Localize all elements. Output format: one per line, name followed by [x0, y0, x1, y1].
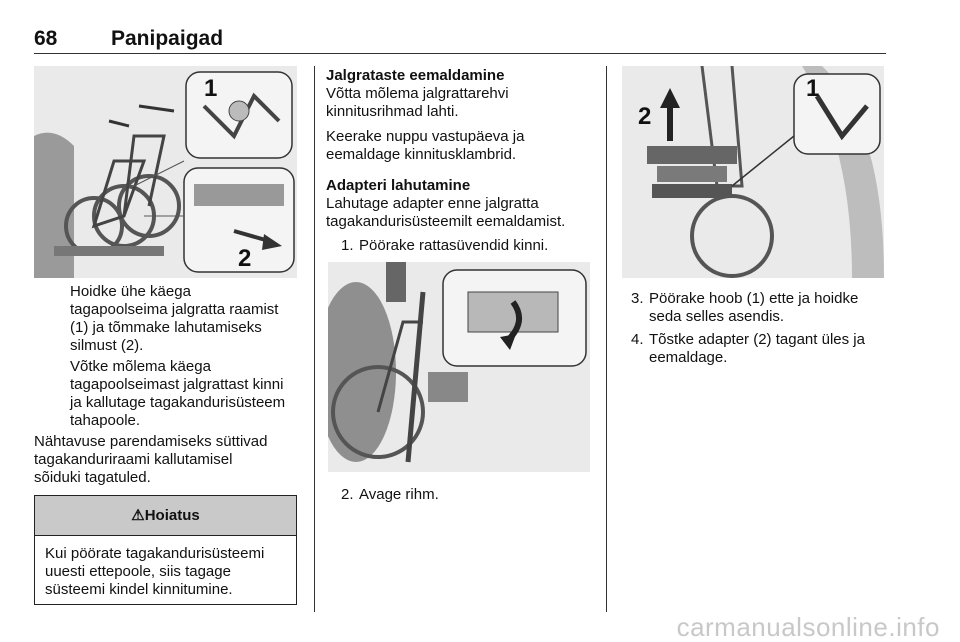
text-line: Kui pöörate tagakandurisüsteemi [45, 545, 265, 562]
text-line: Lahutage adapter enne jalgratta [326, 195, 539, 212]
text-line: eemaldage. [649, 349, 728, 366]
warning-body [45, 545, 290, 599]
page-number: 68 [34, 27, 58, 50]
para-knob [326, 128, 596, 164]
figure-label-1: 1 [806, 75, 820, 102]
note-text [34, 433, 314, 487]
figure-adapter-removal [622, 66, 884, 278]
item-text: Avage rihm. [359, 486, 439, 503]
text-line: Võtta mõlema jalgrattarehvi [326, 85, 509, 102]
item-text [649, 290, 899, 326]
text-line: tagakanduriraami kallutamisel [34, 451, 233, 468]
item-number: 2. [341, 486, 354, 503]
warning-box [34, 495, 297, 605]
text-line: ja kallutage tagakandurisüsteem [70, 394, 286, 411]
step-a-text [34, 283, 314, 355]
page-header [34, 27, 886, 55]
text-line: sõiduki tagatuled. [34, 469, 151, 486]
warning-title: Hoiatus [144, 507, 200, 524]
item-text [649, 331, 899, 367]
text-line: (1) ja tõmmake lahutamiseks [70, 319, 262, 336]
text-line: kinnitusrihmad lahti. [326, 103, 459, 120]
page-title: Panipaigad [111, 27, 224, 50]
section-heading-remove-bikes: Jalgrataste eemaldamine [326, 67, 505, 84]
column-divider-1 [314, 66, 315, 612]
list-item-2 [341, 486, 601, 504]
item-number: 3. [631, 290, 644, 307]
list-item-4 [631, 331, 901, 371]
text-line: süsteemi kindel kinnitumine. [45, 581, 233, 598]
figure-label-2: 2 [238, 245, 252, 272]
figure-label-1: 1 [204, 75, 218, 102]
para-adapter [326, 195, 606, 231]
figure-wheel-well [328, 262, 590, 472]
list-item-1 [341, 237, 601, 255]
text-line: uuesti ettepoole, siis tagage [45, 563, 231, 580]
text-line: tahapoole. [70, 412, 141, 429]
figure-bike-carrier-tilt [34, 66, 297, 278]
para-straps [326, 85, 596, 121]
list-item-3 [631, 290, 901, 330]
warning-icon: ⚠ [131, 507, 145, 524]
text-line: Pöörake hoob (1) ette ja hoidke [649, 290, 859, 307]
text-line: tagapoolseimast jalgrattast kinni [70, 376, 284, 393]
text-line: Tõstke adapter (2) tagant üles ja [649, 331, 865, 348]
text-line: tagapoolseima jalgratta raamist [70, 301, 279, 318]
item-number: 1. [341, 237, 354, 254]
text-line: tagakandurisüsteemilt eemaldamist. [326, 213, 566, 230]
text-line: eemaldage kinnitusklambrid. [326, 146, 517, 163]
item-text: Pöörake rattasüvendid kinni. [359, 237, 549, 254]
figure-label-2: 2 [638, 103, 652, 130]
column-divider-2 [606, 66, 607, 612]
text-line: Hoidke ühe käega [70, 283, 191, 300]
warning-header [35, 496, 296, 536]
text-line: Võtke mõlema käega [70, 358, 211, 375]
text-line: Nähtavuse parendamiseks süttivad [34, 433, 268, 450]
item-number: 4. [631, 331, 644, 348]
text-line: seda selles asendis. [649, 308, 785, 325]
watermark: carmanualsonline.info [676, 612, 940, 642]
text-line: silmust (2). [70, 337, 144, 354]
text-line: Keerake nuppu vastupäeva ja [326, 128, 525, 145]
step-b-text [34, 358, 314, 430]
section-heading-adapter: Adapteri lahutamine [326, 177, 471, 194]
header-rule [34, 53, 886, 54]
